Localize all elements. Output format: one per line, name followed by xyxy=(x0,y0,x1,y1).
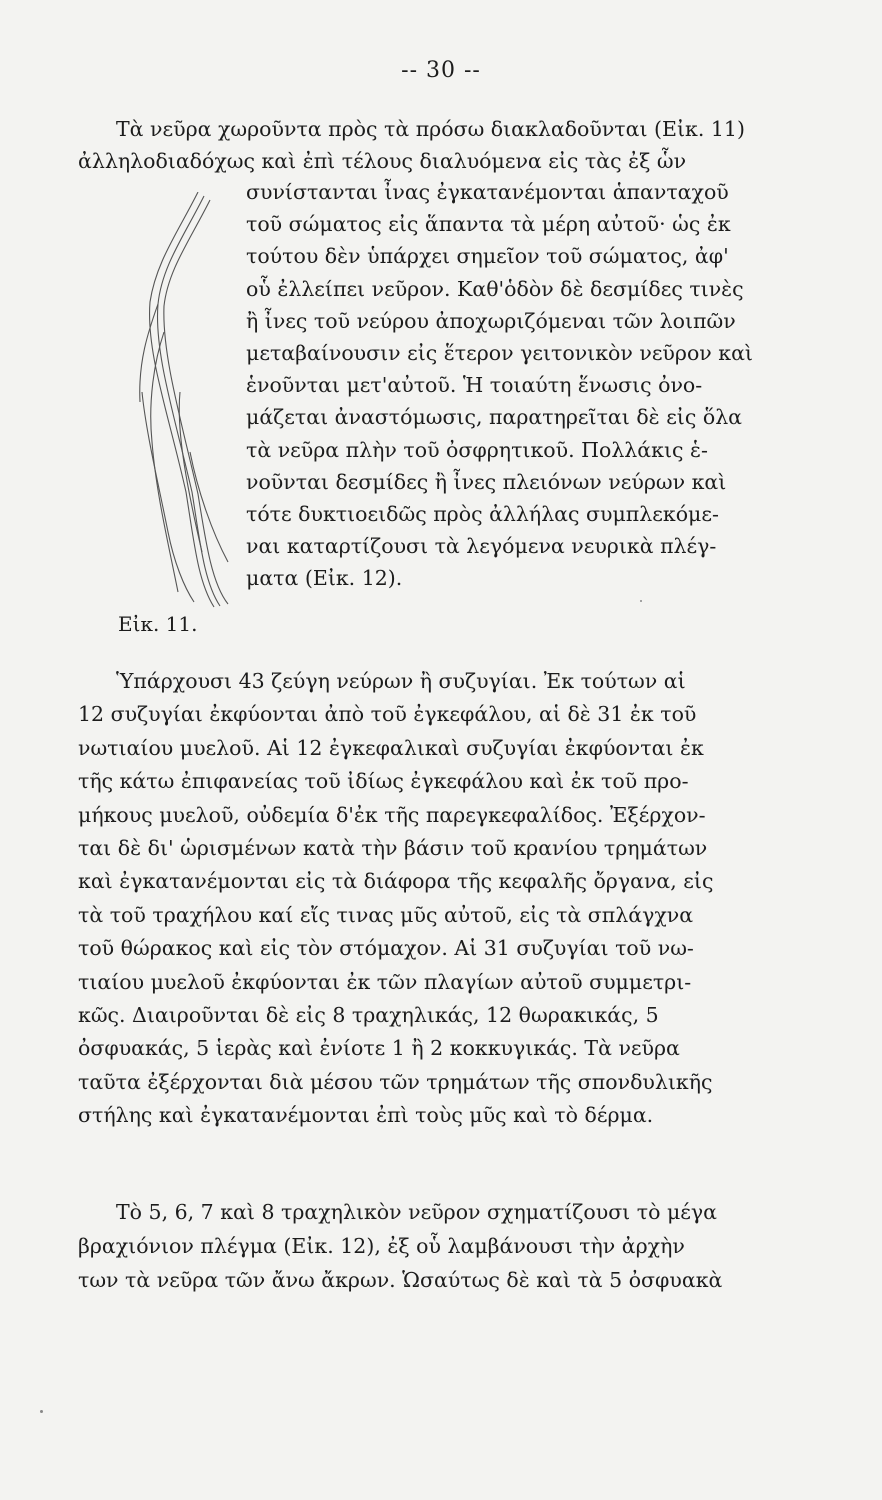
page-number: -- 30 -- xyxy=(401,58,481,83)
text-line: ἑνοῦνται μετ'αὐτοῦ. Ἡ τοιαύτη ἕνωσις ὀνο- xyxy=(246,373,703,398)
text-line: 12 συζυγίαι ἐκφύονται ἀπὸ τοῦ ἐγκεφάλου, αἱ δὲ 31 ἐκ τοῦ xyxy=(78,702,697,727)
text-line: των τὰ νεῦρα τῶν ἄνω ἄκρων. Ὡσαύτως δὲ καὶ τὰ 5 ὀσφυακὰ xyxy=(78,1268,723,1292)
text-line: Ὑπάρχουσι 43 ζεύγη νεύρων ἢ συζυγίαι. Ἐκ τούτων αἱ xyxy=(116,669,686,693)
nerve-branching-illustration xyxy=(128,192,238,612)
side-text-block xyxy=(246,176,806,595)
text-line: μάζεται ἀναστόμωσις, παρατηρεῖται δὲ εἰς ὅλα xyxy=(246,405,743,430)
text-line: ὀσφυακάς, 5 ἱερὰς καὶ ἐνίοτε 1 ἢ 2 κοκκυγικάς. Τὰ νεῦρα xyxy=(78,1036,680,1061)
text-line: νοῦνται δεσμίδες ἢ ἶνες πλειόνων νεύρων καὶ xyxy=(246,469,727,494)
text-line: τιαίου μυελοῦ ἐκφύονται ἐκ τῶν πλαγίων αὐτοῦ συμμετρι- xyxy=(78,969,692,994)
text-line: οὗ ἐλλείπει νεῦρον. Καθ'ὁδὸν δὲ δεσμίδες τινὲς xyxy=(246,276,744,301)
text-line: στήλης καὶ ἐγκατανέμονται ἐπὶ τοὺς μῦς καὶ τὸ δέρμα. xyxy=(78,1103,654,1128)
text-line: ματα (Εἰκ. 12). xyxy=(246,566,403,591)
text-line: ἢ ἶνες τοῦ νεύρου ἀποχωριζόμεναι τῶν λοιπῶν xyxy=(246,308,736,333)
text-line: τοῦ σώματος εἰς ἅπαντα τὰ μέρη αὐτοῦ· ὡς ἐκ xyxy=(246,212,731,237)
text-line: ται δὲ δι' ὡρισμένων κατὰ τὴν βάσιν τοῦ κρανίου τρημάτων xyxy=(78,836,708,861)
text-line: μήκους μυελοῦ, οὐδεμία δ'ἐκ τῆς παρεγκεφαλίδος. Ἐξέρχον- xyxy=(78,802,706,827)
text-line: συνίστανται ἶνας ἐγκατανέμονται ἁπανταχοῦ xyxy=(246,180,729,204)
text-line: νωτιαίου μυελοῦ. Αἱ 12 ἐγκεφαλικαὶ συζυγίαι ἐκφύονται ἐκ xyxy=(78,735,704,760)
text-line: τὰ τοῦ τραχήλου καί εἴς τινας μῦς αὐτοῦ, εἰς τὰ σπλάγχνα xyxy=(78,902,694,927)
text-line: τοῦ θώρακος καὶ εἰς τὸν στόμαχον. Αἱ 31 συζυγίαι τοῦ νω- xyxy=(78,936,694,961)
paper-speck xyxy=(640,600,642,602)
text-line: τῆς κάτω ἐπιφανείας τοῦ ἰδίως ἐγκεφάλου καὶ ἐκ τοῦ προ- xyxy=(78,769,689,794)
text-line: ἀλληλοδιαδόχως καὶ ἐπὶ τέλους διαλυόμενα εἰς τὰς ἐξ ὧν xyxy=(78,148,687,173)
text-line: ταῦτα ἐξέρχονται διὰ μέσου τῶν τρημάτων τῆς σπονδυλικῆς xyxy=(78,1069,713,1094)
figure-label: Εἰκ. 11. xyxy=(118,612,198,636)
text-line: τὰ νεῦρα πλὴν τοῦ ὀσφρητικοῦ. Πολλάκις ἑ- xyxy=(246,437,708,462)
closing-paragraph xyxy=(78,1195,806,1297)
body-paragraph xyxy=(78,665,806,1133)
text-line: καὶ ἐγκατανέμονται εἰς τὰ διάφορα τῆς κεφαλῆς ὄργανα, εἰς xyxy=(78,869,714,894)
paper-speck xyxy=(40,1410,43,1413)
opening-paragraph xyxy=(78,114,806,177)
text-line: ναι καταρτίζουσι τὰ λεγόμενα νευρικὰ πλέγ- xyxy=(246,534,717,559)
text-line: Τὸ 5, 6, 7 καὶ 8 τραχηλικὸν νεῦρον σχηματίζουσι τὸ μέγα xyxy=(116,1200,717,1224)
text-line: τούτου δὲν ὑπάρχει σημεῖον τοῦ σώματος, ἀφ' xyxy=(246,244,729,269)
text-line: βραχιόνιον πλέγμα (Εἰκ. 12), ἐξ οὗ λαμβάνουσι τὴν ἀρχὴν xyxy=(78,1234,685,1258)
text-line: Τὰ νεῦρα χωροῦντα πρὸς τὰ πρόσω διακλαδοῦνται (Εἰκ. 11) xyxy=(116,117,745,141)
text-line: κῶς. Διαιροῦνται δὲ εἰς 8 τραχηλικάς, 12 θωρακικάς, 5 xyxy=(78,1003,659,1028)
text-line: τότε δυκτιοειδῶς πρὸς ἀλλήλας συμπλεκόμε- xyxy=(246,502,719,527)
text-line: μεταβαίνουσιν εἰς ἕτερον γειτονικὸν νεῦρον καὶ xyxy=(246,341,753,366)
